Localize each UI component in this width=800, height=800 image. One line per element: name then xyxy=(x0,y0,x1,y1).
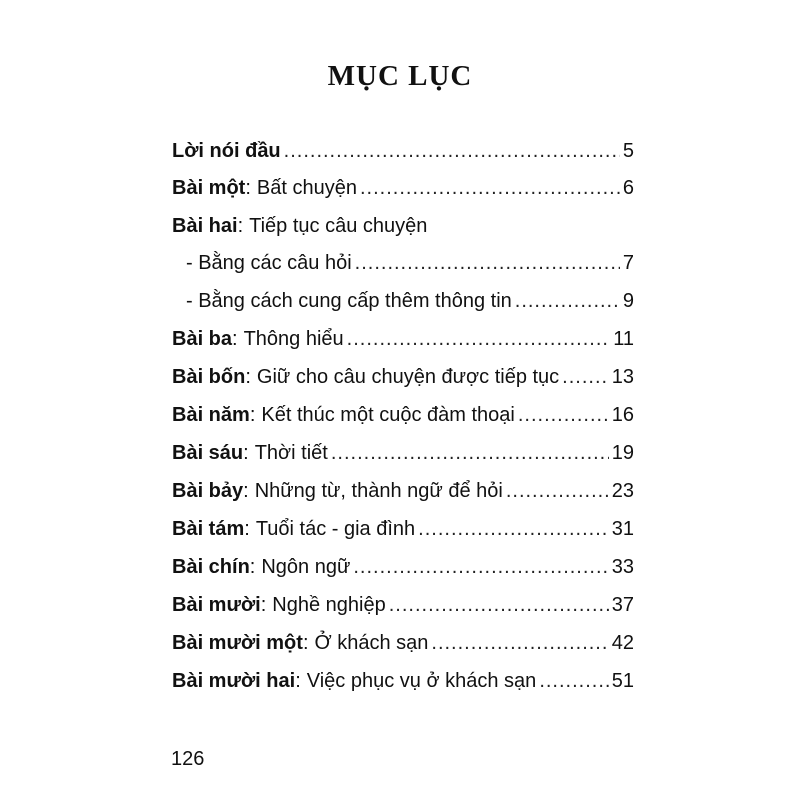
leader-dots xyxy=(331,442,609,465)
entry-label: Bài hai xyxy=(172,215,238,237)
entry-label: Bài tám xyxy=(172,518,245,540)
entry-label: Bài sáu xyxy=(172,442,244,464)
entry-title: - Bằng các câu hỏi xyxy=(186,252,352,274)
entry-label: Bài một xyxy=(172,177,246,199)
toc-entry: Bài sáu : Thời tiết ..... 19 xyxy=(172,442,634,472)
toc-entry: Bài tám : Tuổi tác - gia đình ..... 31 xyxy=(172,518,634,548)
leader-dots xyxy=(418,518,609,541)
leader-dots xyxy=(539,670,608,693)
entry-page: 11 xyxy=(613,328,634,350)
entry-title: Kết thúc một cuộc đàm thoại xyxy=(261,404,515,426)
entry-title: Tiếp tục câu chuyện xyxy=(249,215,428,237)
entry-label: Bài bảy xyxy=(172,480,244,502)
toc-entry: Bài ba : Thông hiểu ..... 11 xyxy=(172,328,634,358)
entry-page: 6 xyxy=(622,177,634,199)
toc-entry: Bài chín : Ngôn ngữ ..... 33 xyxy=(172,556,634,586)
leader-dots xyxy=(360,177,620,200)
toc-entry: Bài mười một : Ở khách sạn ..... 42 xyxy=(172,632,634,662)
entry-page: 37 xyxy=(611,594,634,616)
entry-title: Ngôn ngữ xyxy=(261,556,351,578)
leader-dots xyxy=(562,366,609,389)
entry-page: 23 xyxy=(611,480,634,502)
entry-page: 31 xyxy=(611,518,634,540)
entry-title: Những từ, thành ngữ để hỏi xyxy=(254,480,503,502)
entry-title: Thời tiết xyxy=(254,442,328,464)
toc-subentry xyxy=(186,290,634,320)
entry-title: - Bằng cách cung cấp thêm thông tin xyxy=(186,290,512,312)
toc-entry xyxy=(172,140,634,170)
entry-label: Bài mười xyxy=(172,594,261,616)
entry-title: Nghề nghiệp xyxy=(272,594,386,616)
entry-title: Bất chuyện xyxy=(256,177,357,199)
toc-entry: Bài mười : Nghề nghiệp ..... 37 xyxy=(172,594,634,624)
entry-label: Bài năm xyxy=(172,404,250,426)
entry-label: Lời nói đầu xyxy=(172,140,281,162)
entry-title: Tuổi tác - gia đình xyxy=(255,518,416,540)
entry-page: 19 xyxy=(611,442,634,464)
entry-title: Việc phục vụ ở khách sạn xyxy=(306,670,537,692)
entry-page: 42 xyxy=(611,632,634,654)
leader-dots xyxy=(389,594,609,617)
entry-title: Ở khách sạn xyxy=(314,632,429,654)
entry-page: 13 xyxy=(611,366,634,388)
entry-page: 51 xyxy=(611,670,634,692)
entry-label: Bài bốn xyxy=(172,366,246,388)
leader-dots xyxy=(353,556,608,579)
toc-subentry xyxy=(186,252,634,282)
entry-page: 33 xyxy=(611,556,634,578)
toc-entry: Bài bốn : Giữ cho câu chuyện được tiếp tục ..... 13 xyxy=(172,366,634,396)
toc-entry: Bài một : Bất chuyện ..... 6 xyxy=(172,177,634,207)
toc-entry: Bài mười hai : Việc phục vụ ở khách sạn ..... 51 xyxy=(172,670,634,700)
leader-dots xyxy=(284,140,620,163)
entry-label: Bài mười một xyxy=(172,632,303,654)
entry-title: Giữ cho câu chuyện được tiếp tục xyxy=(256,366,560,388)
page-title: MỤC LỤC xyxy=(327,60,473,92)
entry-title: Thông hiểu xyxy=(243,328,344,350)
leader-dots xyxy=(518,404,609,427)
toc-entry: Bài bảy : Những từ, thành ngữ để hỏi ..... 23 xyxy=(172,480,634,510)
entry-page: 16 xyxy=(611,404,634,426)
page-number: 126 xyxy=(171,748,205,770)
toc-entry: Bài hai : Tiếp tục câu chuyện xyxy=(172,215,428,237)
entry-label: Bài chín xyxy=(172,556,250,578)
entry-label: Bài mười hai xyxy=(172,670,296,692)
leader-dots xyxy=(347,328,611,351)
leader-dots xyxy=(506,480,609,503)
leader-dots xyxy=(431,632,608,655)
leader-dots xyxy=(515,290,620,313)
entry-page: 7 xyxy=(622,252,634,274)
entry-page: 9 xyxy=(622,290,634,312)
leader-dots xyxy=(355,252,620,275)
entry-label: Bài ba xyxy=(172,328,233,350)
toc-entry: Bài năm : Kết thúc một cuộc đàm thoại ..... 16 xyxy=(172,404,634,434)
entry-page: 5 xyxy=(622,140,634,162)
